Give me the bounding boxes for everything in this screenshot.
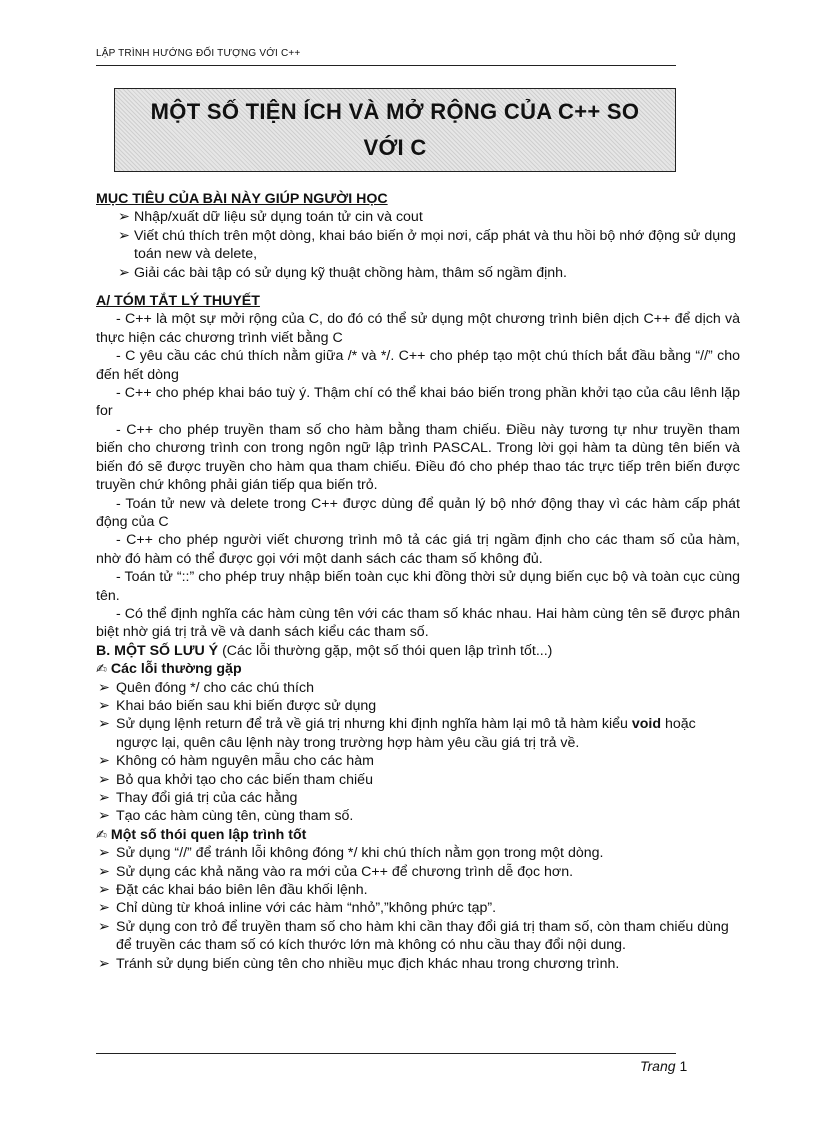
title-line-1: MỘT SỐ TIỆN ÍCH VÀ MỞ RỘNG CỦA C++ SO bbox=[150, 99, 640, 124]
page-label: Trang bbox=[640, 1058, 676, 1074]
list-item: ➢ Đặt các khai báo biên lên đầu khối lệnh. bbox=[98, 882, 368, 899]
list-item: ➢ Chỉ dùng từ khoá inline với các hàm “nhỏ”,”không phức tạp”. bbox=[98, 900, 497, 917]
arrow-bullet-icon: ➢ bbox=[118, 264, 130, 281]
title-box bbox=[114, 88, 676, 172]
arrow-bullet-icon: ➢ bbox=[98, 918, 110, 935]
list-item: ➢ Viết chú thích trên một dòng, khai báo biến ở mọi nơi, cấp phát và thu hồi bộ nhớ động sử dụng toán new và delete, bbox=[118, 227, 736, 263]
summary-paragraph: - Toán tử new và delete trong C++ được dùng để quản lý bộ nhớ động thay vì các hàm cấp phát động của C bbox=[96, 495, 740, 530]
arrow-bullet-icon: ➢ bbox=[118, 209, 130, 226]
list-item: ➢ Sử dụng lệnh return để trả về giá trị nhưng khi định nghĩa hàm lại mô tả hàm kiểu void hoặc ngược lại, quên câu lệnh này trong trường hợp hàm yêu cầu giá trị trả về. bbox=[98, 716, 696, 751]
list-item: ➢ Tạo các hàm cùng tên, cùng tham số. bbox=[98, 808, 354, 825]
summary-paragraph: - C++ cho phép khai báo tuỳ ý. Thậm chí có thể khai báo biến trong phần khởi tạo của câu lênh lặp for bbox=[96, 385, 740, 420]
document-body bbox=[96, 190, 740, 973]
arrow-bullet-icon: ➢ bbox=[98, 679, 110, 696]
common-errors-list bbox=[96, 679, 740, 826]
list-item: ➢ Bỏ qua khởi tạo cho các biến tham chiếu bbox=[98, 771, 373, 788]
summary-heading: A/ TÓM TẮT LÝ THUYẾT bbox=[96, 293, 260, 310]
arrow-bullet-icon: ➢ bbox=[98, 845, 110, 862]
arrow-bullet-icon: ➢ bbox=[98, 771, 110, 788]
footer-rule bbox=[96, 1053, 676, 1054]
notes-heading: B. MỘT SỐ LƯU Ý (Các lỗi thường gặp, một số thói quen lập trình tốt...) bbox=[96, 642, 553, 659]
arrow-bullet-icon: ➢ bbox=[118, 227, 130, 244]
list-item: ➢ Sử dụng con trỏ để truyền tham số cho hàm khi cần thay đổi giá trị tham số, còn tham chiếu dùng để truyền các tham số có kích thước lớn mà không có nhu cầu thay đổi nội dung. bbox=[98, 918, 729, 954]
summary-paragraph: - Toán tử “::” cho phép truy nhập biến toàn cục khi đồng thời sử dụng biến cục bộ và toàn cục cùng tên. bbox=[96, 569, 740, 604]
arrow-bullet-icon: ➢ bbox=[98, 900, 110, 917]
summary-paragraph: - Có thể định nghĩa các hàm cùng tên với các tham số khác nhau. Hai hàm cùng tên sẽ được phân biệt nhờ giá trị trả về và danh sách kiểu các tham số. bbox=[96, 605, 740, 641]
list-item: ➢ Khai báo biến sau khi biến được sử dụng bbox=[98, 697, 377, 714]
arrow-bullet-icon: ➢ bbox=[98, 790, 110, 806]
list-item: ➢ Thay đổi giá trị của các hằng bbox=[98, 790, 298, 806]
title-line-2: VỚI C bbox=[363, 135, 427, 160]
common-errors-heading: ✍ Các lỗi thường gặp bbox=[96, 661, 242, 678]
running-header: LẬP TRÌNH HƯỚNG ĐỐI TƯỢNG VỚI C++ bbox=[96, 48, 301, 59]
page-number-value: 1 bbox=[679, 1058, 688, 1074]
arrow-bullet-icon: ➢ bbox=[98, 697, 110, 714]
page-title bbox=[125, 94, 665, 166]
summary-paragraph: - C++ là một sự mởi rộng của C, do đó có thể sử dụng một chương trình biên dịch C++ để dịch và thực hiện các chương trình viết bằng C bbox=[96, 311, 740, 346]
summary-paragraph: - C++ cho phép truyền tham số cho hàm bằng tham chiếu. Điều này tương tự như truyền tham biến cho chương trình con trong ngôn ngữ lập trình PASCAL. Trong lời gọi hàm ta dùng tên biến và biến đó sẽ được truyền cho hàm qua tham chiếu. Điều đó cho phép thao tác trực tiếp trên biến được truyền chứ không phải gián tiếp qua biến trỏ. bbox=[96, 421, 740, 494]
list-item: ➢ Nhập/xuất dữ liệu sử dụng toán tử cin và cout bbox=[118, 209, 423, 226]
pen-icon: ✍ bbox=[96, 661, 107, 677]
page-number bbox=[640, 1058, 687, 1074]
list-item: ➢ Không có hàm nguyên mẫu cho các hàm bbox=[98, 753, 374, 770]
arrow-bullet-icon: ➢ bbox=[98, 808, 110, 825]
good-habits-heading: ✍ Một số thói quen lập trình tốt bbox=[96, 826, 307, 843]
header-rule bbox=[96, 65, 676, 66]
arrow-bullet-icon: ➢ bbox=[98, 882, 110, 899]
objectives-list bbox=[96, 208, 740, 282]
arrow-bullet-icon: ➢ bbox=[98, 753, 110, 770]
arrow-bullet-icon: ➢ bbox=[98, 955, 110, 972]
arrow-bullet-icon: ➢ bbox=[98, 716, 110, 733]
summary-paragraph: - C++ cho phép người viết chương trình mô tả các giá trị ngầm định cho các tham số của hàm, nhờ đó hàm có thể được gọi với một danh sách các tham số không đủ. bbox=[96, 532, 740, 567]
arrow-bullet-icon: ➢ bbox=[98, 863, 110, 880]
list-item: ➢ Sử dụng “//” để tránh lỗi không đóng */ khi chú thích nằm gọn trong một dòng. bbox=[98, 845, 604, 862]
list-item: ➢ Sử dụng các khả năng vào ra mới của C++ để chương trình dễ đọc hơn. bbox=[98, 863, 574, 880]
list-item: ➢ Tránh sử dụng biến cùng tên cho nhiều mục địch khác nhau trong chương trình. bbox=[98, 955, 620, 972]
pen-icon: ✍ bbox=[96, 826, 107, 842]
summary-paragraph: - C yêu cầu các chú thích nằm giữa /* và */. C++ cho phép tạo một chú thích bắt đầu bằng “//” cho đến hết dòng bbox=[96, 348, 740, 383]
list-item: ➢ Giải các bài tập có sử dụng kỹ thuật chồng hàm, thâm số ngầm định. bbox=[118, 264, 568, 281]
list-item: ➢ Quên đóng */ cho các chú thích bbox=[98, 679, 314, 696]
objectives-heading: MỤC TIÊU CỦA BÀI NÀY GIÚP NGƯỜI HỌC bbox=[96, 191, 388, 207]
good-habits-list bbox=[96, 844, 740, 973]
